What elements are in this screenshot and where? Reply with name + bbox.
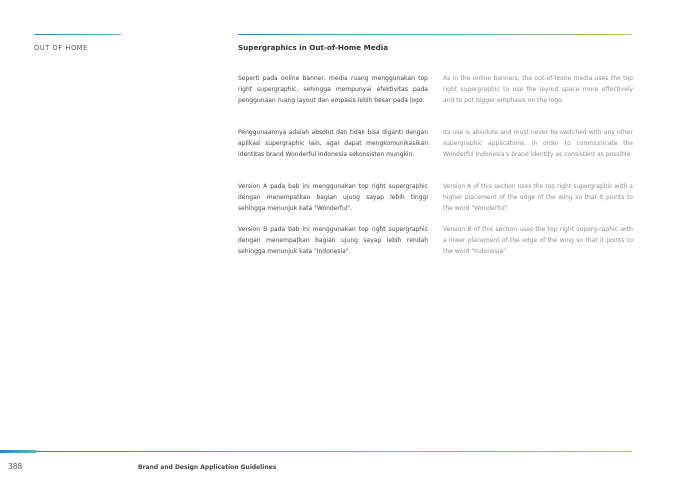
footer-rule [0,451,632,452]
section-label: OUT OF HOME [34,44,88,52]
paragraph-id-4: Version B pada bab ini menggunakan top right supergraphic dengan menempatkan bagian ujung sayap lebih rendah sehingga menunjuk kata "Indonesia". [238,226,428,255]
indonesian-column [238,73,428,267]
paragraph-en-4: Version B of this section uses the top right superg-raphic with a lower placement of the edge of the wing so that it points to the word "Indonesia". [443,226,633,255]
paragraph-en-1: As in the online banners, the out-of-home media uses the top right supergraphic to use the layout space more effectively and to put bigger emphasis on the logo. [443,75,633,104]
paragraph-id-1: Seperti pada online banner, media ruang menggunakan top right supergraphic, sehingga mempunyai efektivitas pada penggunaan ruang layout dan empasis lebih besar pada logo. [238,75,428,104]
english-column [443,73,633,267]
footer-accent-rule [0,450,36,453]
top-rule-left [34,34,121,35]
paragraph-id-3: Version A pada bab ini menggunakan top right supergraphic dengan menempatkan bagian ujung sayap lebih tinggi sehingga menunjuk kata "Wonderful". [238,183,428,212]
footer-document-title: Brand and Design Application Guidelines [138,464,277,471]
paragraph-id-2: Penggunaannya adalah absolut dan tidak bisa diganti dengan aplikasi supergraphic lain, agar dapat mengkomunikasikan identitas brand Wonderful Indonesia sekonsisten mungkin. [238,129,428,158]
top-rule-right [238,34,632,35]
page-title: Supergraphics in Out-of-Home Media [238,43,389,52]
page-number: 388 [8,462,23,471]
paragraph-en-3: Version A of this section uses the top right supergraphic with a higher placement of the edge of the wing so that it points to the word "Wonderful". [443,183,633,212]
paragraph-en-2: Its use is absolute and must never be switched with any other supergraphic applications, in order to communicate the Wonderful Indonesia's brand identity as consistent as possible. [443,129,633,158]
